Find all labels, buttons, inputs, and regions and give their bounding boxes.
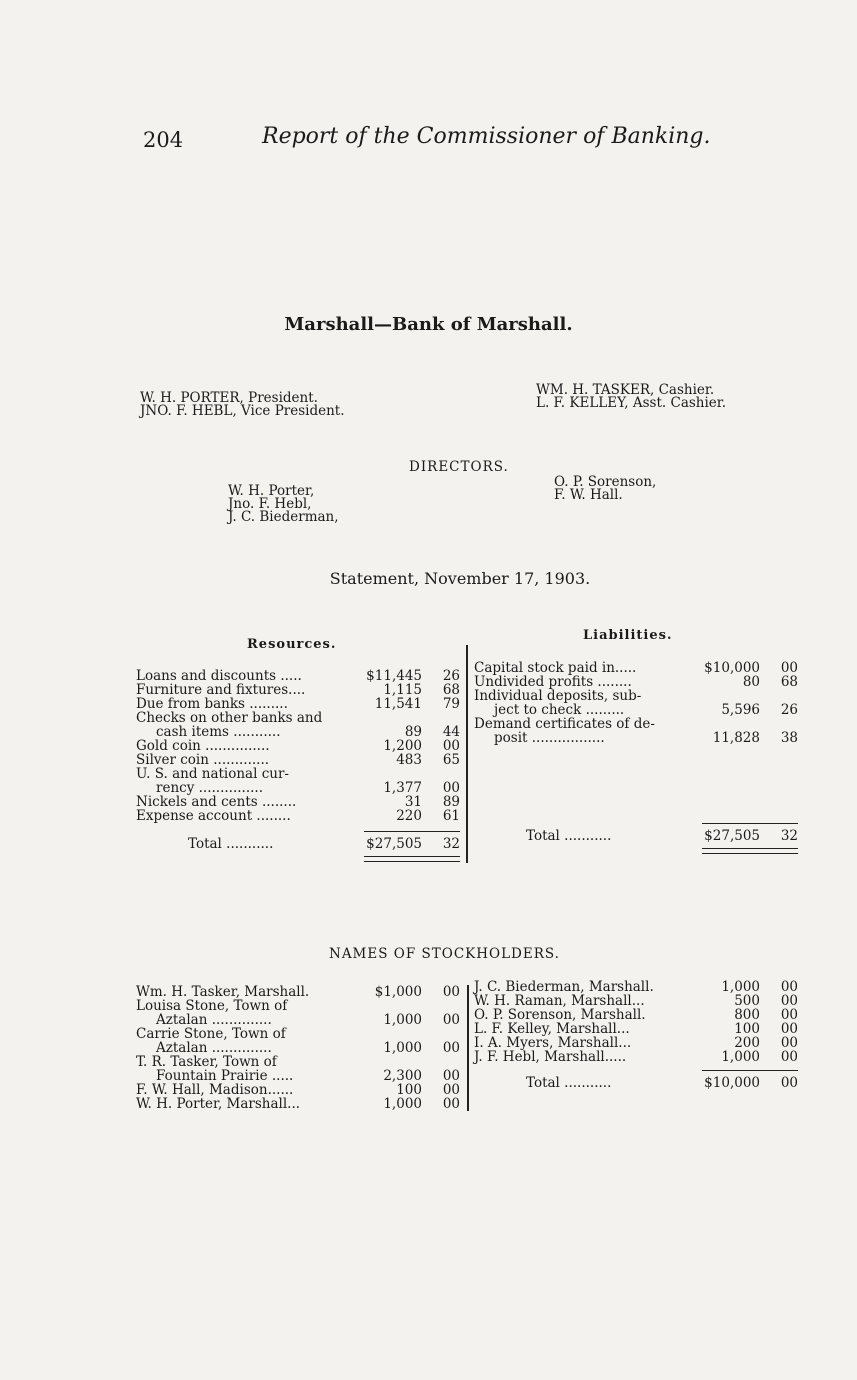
liability-row: Demand certificates of de- [474,716,655,732]
resource-row: Furniture and fixtures.... 1,115 68 [136,682,460,698]
liabilities-total [474,827,798,845]
resource-row: rency ............... 1,377 00 [156,780,460,796]
directors-heading: DIRECTORS. [409,459,509,475]
officer-president: W. H. PORTER, President. [140,390,318,406]
stockholders-sum-rule [702,1070,798,1071]
stockholder-row: Aztalan .............. 1,000 00 [156,1040,460,1056]
resource-row: Gold coin ............... 1,200 00 [136,738,460,754]
stockholders-right-table [474,980,798,1064]
stockholders-total-row: Total ........... $10,000 00 [526,1075,798,1091]
resources-total-row: Total ........... $27,505 32 [188,836,460,852]
resources-heading: Resources. [247,637,337,652]
liability-row: Individual deposits, sub- [474,688,642,704]
resource-row: Checks on other banks and [136,710,323,726]
liability-row: Capital stock paid in..... $10,000 00 [474,660,798,676]
officer-asst-cashier: L. F. KELLEY, Asst. Cashier. [536,395,727,411]
liabilities-double-rule [702,848,798,854]
resource-row: Loans and discounts ..... $11,445 26 [136,668,460,684]
director-name: F. W. Hall. [554,487,623,503]
liability-row: posit ................. 11,828 38 [494,730,798,746]
officer-vice-president: JNO. F. HEBL, Vice President. [140,403,345,419]
resource-row: cash items ........... 89 44 [156,724,460,740]
officers-left [140,392,345,418]
directors-right [554,476,656,502]
resource-row: Silver coin ............. 483 65 [136,752,460,768]
page-number: 204 [143,128,184,152]
stockholder-row: Louisa Stone, Town of [136,998,288,1014]
stockholders-divider [467,985,469,1111]
running-title: Report of the Commissioner of Banking. [262,124,711,149]
stockholder-row: Aztalan .............. 1,000 00 [156,1012,460,1028]
resource-row: Nickels and cents ........ 31 89 [136,794,460,810]
stockholder-row: I. A. Myers, Marshall... 200 00 [474,1035,798,1051]
stockholders-heading: NAMES OF STOCKHOLDERS. [329,946,560,962]
officers-right [536,384,726,410]
director-name: Jno. F. Hebl, [228,496,312,512]
director-name: W. H. Porter, [228,483,315,499]
stockholders-total [474,1074,798,1092]
statement-title: Statement, November 17, 1903. [329,569,591,588]
stockholders-left-table [136,985,460,1111]
liabilities-table [474,661,798,745]
stockholder-row: Wm. H. Tasker, Marshall. $1,000 00 [136,984,460,1000]
resource-row: Due from banks ......... 11,541 79 [136,696,460,712]
director-name: O. P. Sorenson, [554,474,657,490]
resources-double-rule [364,856,460,862]
stockholder-row: Fountain Prairie ..... 2,300 00 [156,1068,460,1084]
stockholder-row: T. R. Tasker, Town of [136,1054,277,1070]
stockholder-row: O. P. Sorenson, Marshall. 800 00 [474,1007,798,1023]
stockholder-row: Carrie Stone, Town of [136,1026,286,1042]
stockholder-row: J. F. Hebl, Marshall..... 1,000 00 [474,1049,798,1065]
stockholder-row: F. W. Hall, Madison...... 100 00 [136,1082,460,1098]
stockholder-row: W. H. Porter, Marshall... 1,000 00 [136,1096,460,1112]
liability-row: ject to check ......... 5,596 26 [494,702,798,718]
resources-sum-rule [364,831,460,832]
liabilities-heading: Liabilities. [583,628,673,643]
resource-row: Expense account ........ 220 61 [136,808,460,824]
resources-total [136,835,460,853]
resource-row: U. S. and national cur- [136,766,289,782]
director-name: J. C. Biederman, [228,509,339,525]
stockholder-row: L. F. Kelley, Marshall... 100 00 [474,1021,798,1037]
bank-title: Marshall—Bank of Marshall. [284,314,573,335]
resources-table [136,669,460,823]
stockholder-row: J. C. Biederman, Marshall. 1,000 00 [474,979,798,995]
directors-left [228,485,339,524]
stockholder-row: W. H. Raman, Marshall... 500 00 [474,993,798,1009]
liability-row: Undivided profits ........ 80 68 [474,674,798,690]
column-divider [466,645,468,863]
liabilities-total-row: Total ........... $27,505 32 [526,828,798,844]
officer-cashier: WM. H. TASKER, Cashier. [536,382,715,398]
liabilities-sum-rule [702,823,798,824]
